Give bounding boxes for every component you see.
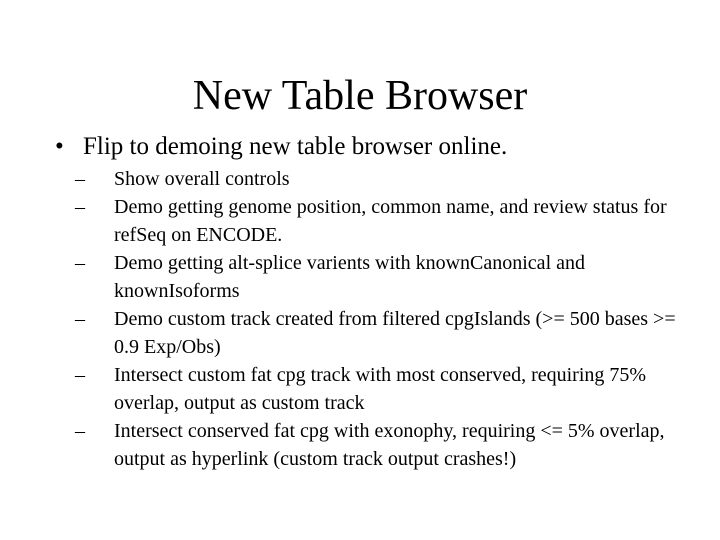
sub-bullet-text: Demo getting genome position, common name, and review status for refSeq on ENCODE.: [114, 196, 667, 246]
sub-bullet-text: Demo custom track created from filtered cpgIslands (>= 500 bases >= 0.9 Exp/Obs): [114, 308, 676, 358]
sub-bullet-text: Intersect custom fat cpg track with most conserved, requiring 75% overlap, output as custom track: [114, 364, 647, 414]
sub-bullet-text: Demo getting alt-splice varients with knownCanonical and knownIsoforms: [114, 252, 585, 302]
sub-bullet-list: [75, 165, 695, 473]
dash-marker: –: [75, 196, 85, 218]
sub-bullet-item: [75, 193, 695, 249]
sub-bullet-item: [75, 417, 695, 473]
sub-bullet-item: [75, 305, 695, 361]
dash-marker: –: [75, 364, 85, 386]
sub-bullet-item: [75, 165, 695, 193]
bullet-marker: •: [55, 133, 64, 160]
sub-bullet-item: [75, 249, 695, 305]
sub-bullet-text: Intersect conserved fat cpg with exonophy, requiring <= 5% overlap, output as hyperlink (custom track output crashes!): [114, 420, 665, 470]
sub-bullet-text: Show overall controls: [114, 168, 290, 190]
dash-marker: –: [75, 420, 85, 442]
dash-marker: –: [75, 252, 85, 274]
main-bullet-text: Flip to demoing new table browser online.: [83, 133, 508, 160]
sub-bullet-item: [75, 361, 695, 417]
dash-marker: –: [75, 168, 85, 190]
dash-marker: –: [75, 308, 85, 330]
slide-title: New Table Browser: [192, 73, 528, 119]
